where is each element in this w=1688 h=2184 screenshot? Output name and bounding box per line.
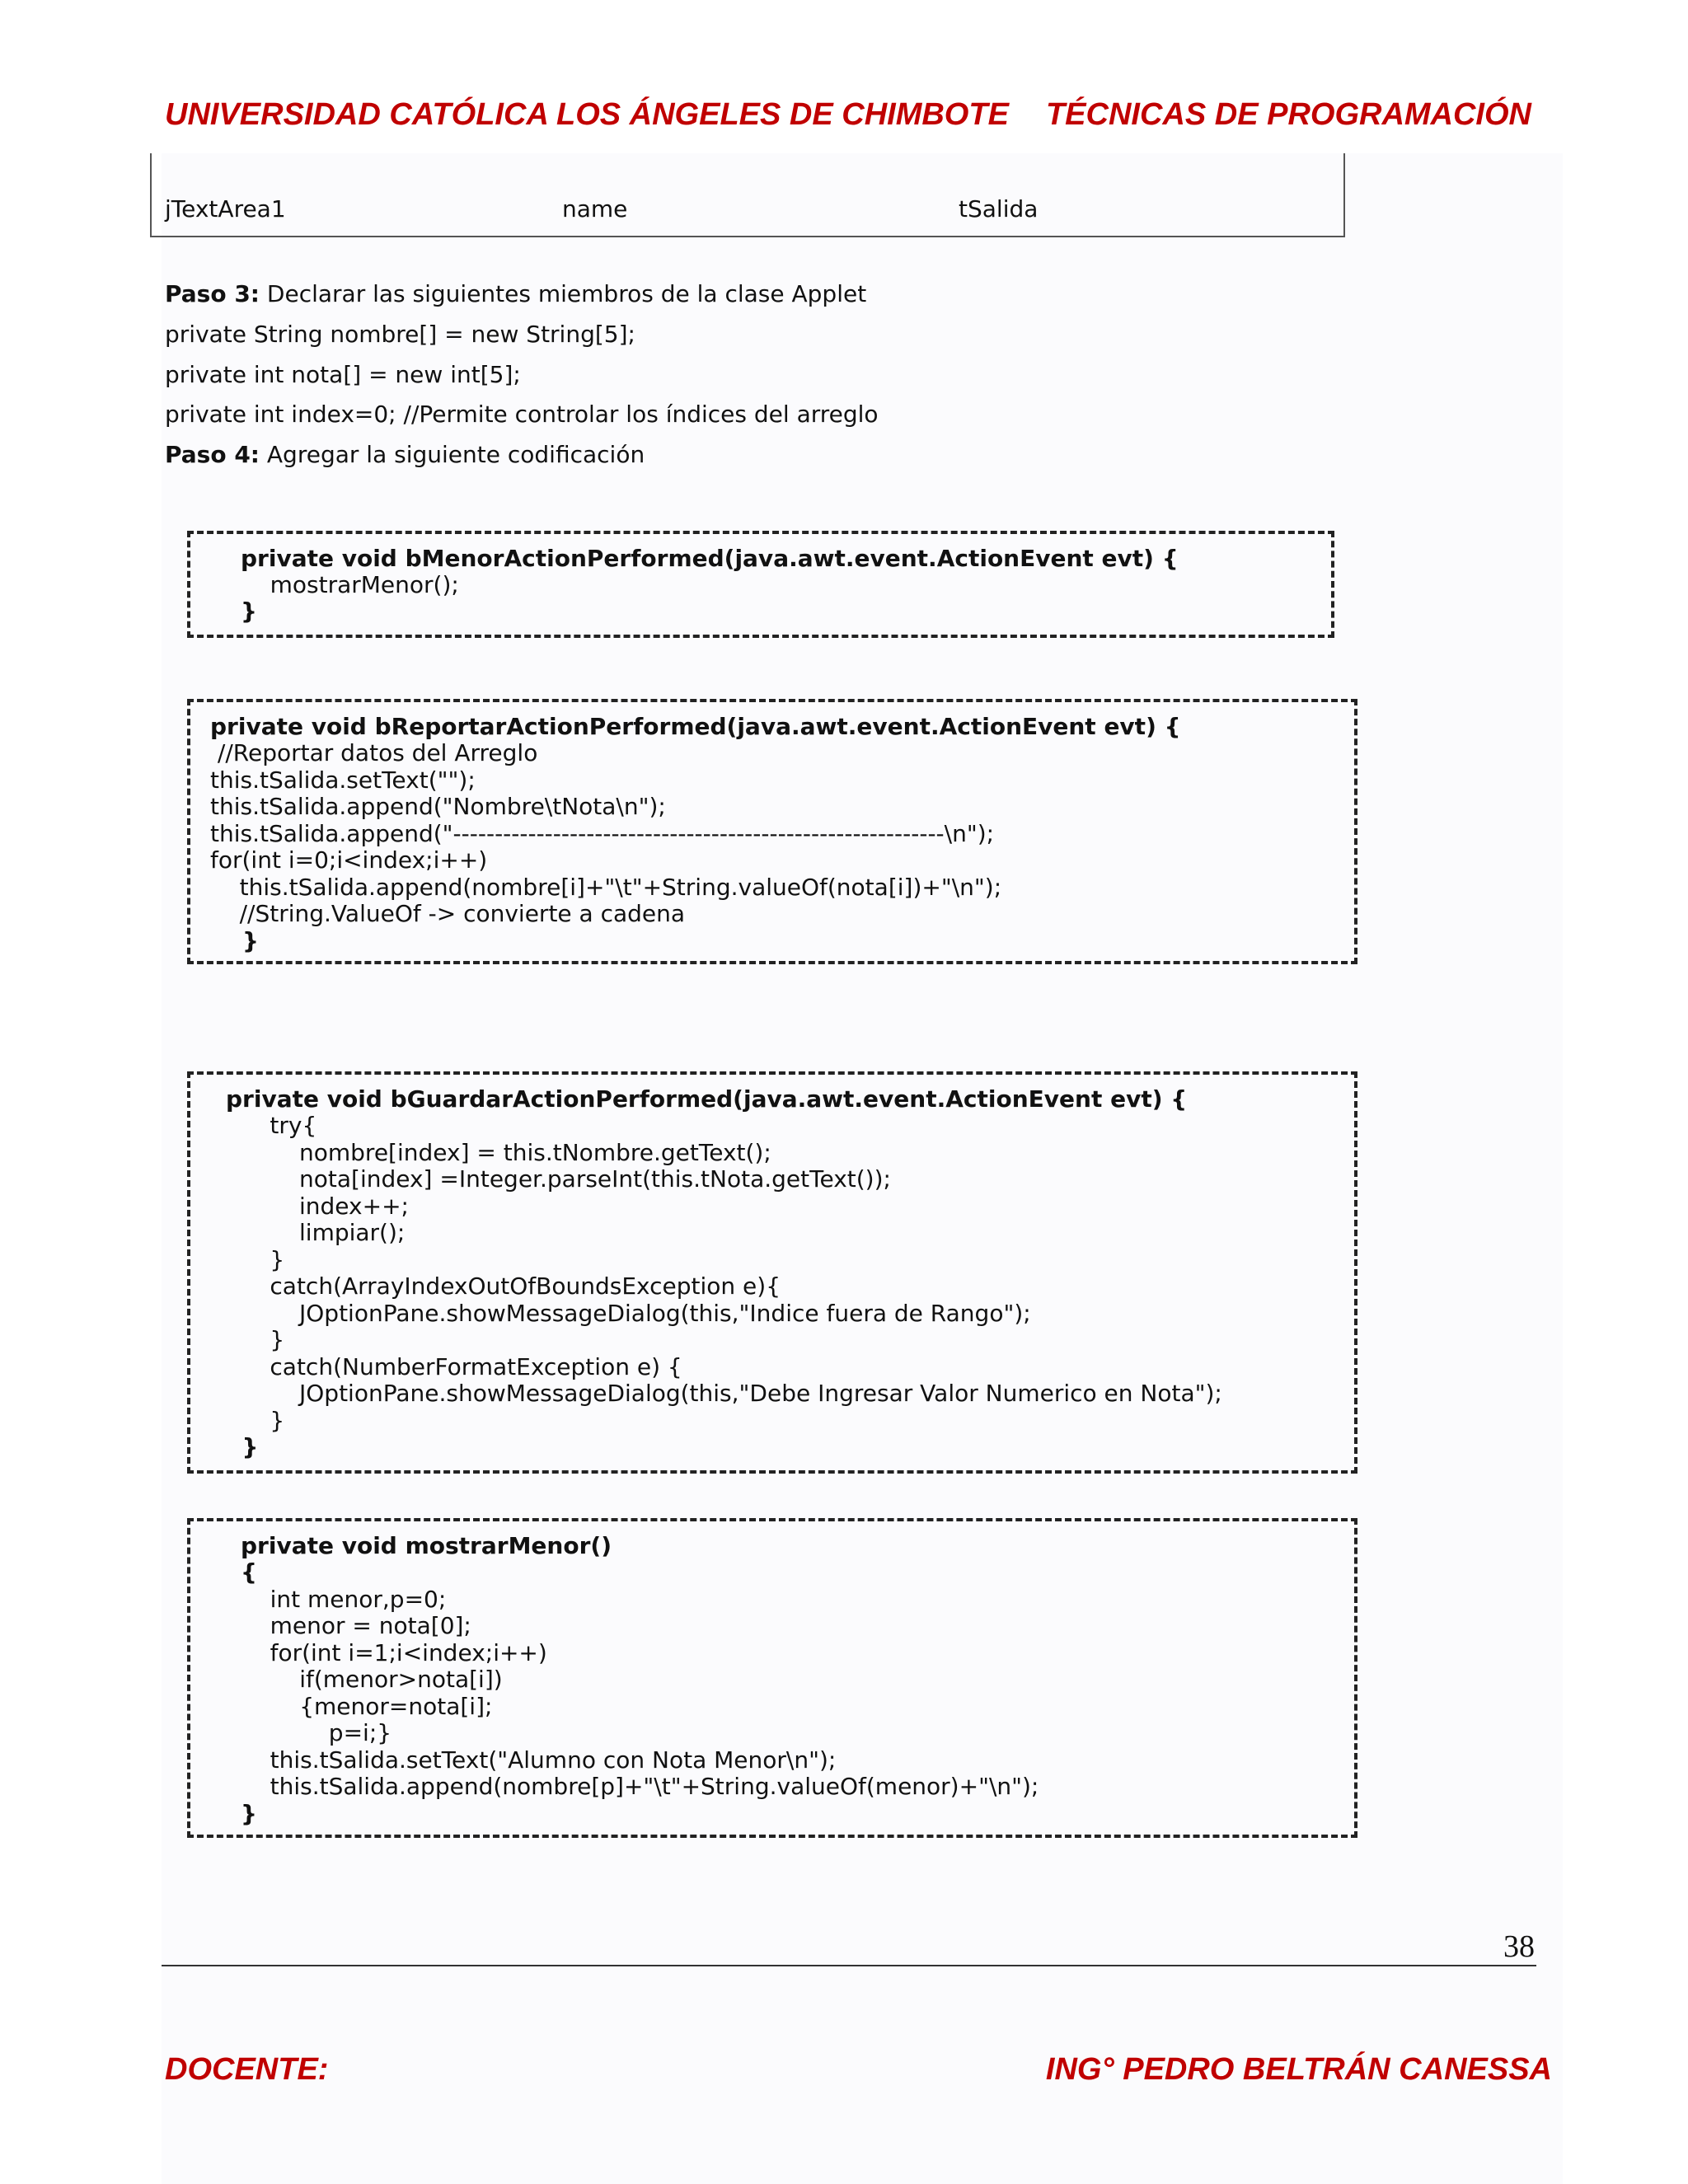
code-line: menor = nota[0]; [241, 1612, 471, 1639]
table-cell-property: name [562, 195, 628, 223]
code-line: int menor,p=0; [241, 1586, 447, 1613]
code-line: } [226, 1433, 259, 1460]
code-line: } [241, 598, 257, 625]
paso4-label: Paso 4: [165, 441, 260, 468]
code-line: } [226, 1407, 285, 1434]
member-line-1: private String nombre[] = new String[5]; [165, 321, 635, 348]
paso4-text: Agregar la siguiente codificación [260, 441, 645, 468]
code-line: p=i;} [241, 1719, 392, 1746]
header-course: TÉCNICAS DE PROGRAMACIÓN [1045, 97, 1531, 132]
code-line: mostrarMenor(); [241, 571, 459, 598]
code-line: private void bReportarActionPerformed(java.awt.event.ActionEvent evt) { [210, 713, 1181, 740]
code-line: index++; [226, 1193, 409, 1220]
code-line: catch(ArrayIndexOutOfBoundsException e){ [226, 1272, 781, 1300]
code-line: {menor=nota[i]; [241, 1693, 493, 1720]
code-line: } [226, 1326, 285, 1353]
code-line: for(int i=0;i<index;i++) [210, 846, 488, 874]
code-line: this.tSalida.append("Nombre\tNota\n"); [210, 793, 666, 820]
code-line: JOptionPane.showMessageDialog(this,"Debe Ingresar Valor Numerico en Nota"); [226, 1380, 1222, 1407]
footer-rule [162, 1965, 1536, 1966]
code-line: this.tSalida.append("-----------------------------------------------------------\n"); [210, 820, 995, 847]
code-line: for(int i=1;i<index;i++) [241, 1639, 547, 1666]
code-line: this.tSalida.append(nombre[i]+"\t"+String.valueOf(nota[i])+"\n"); [210, 874, 1002, 901]
code-line: } [210, 927, 259, 954]
code-line: if(menor>nota[i]) [241, 1666, 503, 1693]
code-line: //Reportar datos del Arreglo [210, 739, 538, 766]
code-line: private void mostrarMenor() [241, 1532, 612, 1559]
code-line: this.tSalida.append(nombre[p]+"\t"+String.valueOf(menor)+"\n"); [241, 1773, 1039, 1800]
code-line: this.tSalida.setText(""); [210, 766, 476, 794]
code-line: try{ [226, 1112, 317, 1139]
table-cell-component: jTextArea1 [165, 195, 286, 223]
code-line: //String.ValueOf -> convierte a cadena [210, 900, 686, 927]
paso3-paragraph [165, 280, 866, 307]
footer-docente-label: DOCENTE: [165, 2052, 329, 2087]
footer-docente-name: ING° PEDRO BELTRÁN CANESSA [1045, 2052, 1552, 2087]
properties-table [150, 153, 1345, 237]
code-line: limpiar(); [226, 1219, 406, 1246]
code-line: } [241, 1800, 257, 1827]
member-line-2: private int nota[] = new int[5]; [165, 361, 521, 388]
header-university: UNIVERSIDAD CATÓLICA LOS ÁNGELES DE CHIMBOTE [165, 97, 1009, 132]
table-cell-value: tSalida [959, 195, 1039, 223]
code-line: private void bMenorActionPerformed(java.awt.event.ActionEvent evt) { [241, 545, 1179, 572]
paso4-paragraph [165, 441, 645, 468]
paso3-text: Declarar las siguientes miembros de la clase Applet [260, 280, 867, 307]
code-line: { [241, 1558, 257, 1586]
code-line: private void bGuardarActionPerformed(java.awt.event.ActionEvent evt) { [226, 1085, 1188, 1113]
code-line: catch(NumberFormatException e) { [226, 1353, 682, 1380]
code-line: nombre[index] = this.tNombre.getText(); [226, 1139, 771, 1166]
code-line: JOptionPane.showMessageDialog(this,"Indice fuera de Rango"); [226, 1300, 1031, 1327]
member-line-3: private int index=0; //Permite controlar los índices del arreglo [165, 401, 879, 428]
paso3-label: Paso 3: [165, 280, 260, 307]
code-line: } [226, 1246, 285, 1273]
code-line: nota[index] =Integer.parseInt(this.tNota.getText()); [226, 1165, 891, 1193]
page-number: 38 [1503, 1929, 1535, 1964]
code-line: this.tSalida.setText("Alumno con Nota Menor\n"); [241, 1746, 837, 1774]
